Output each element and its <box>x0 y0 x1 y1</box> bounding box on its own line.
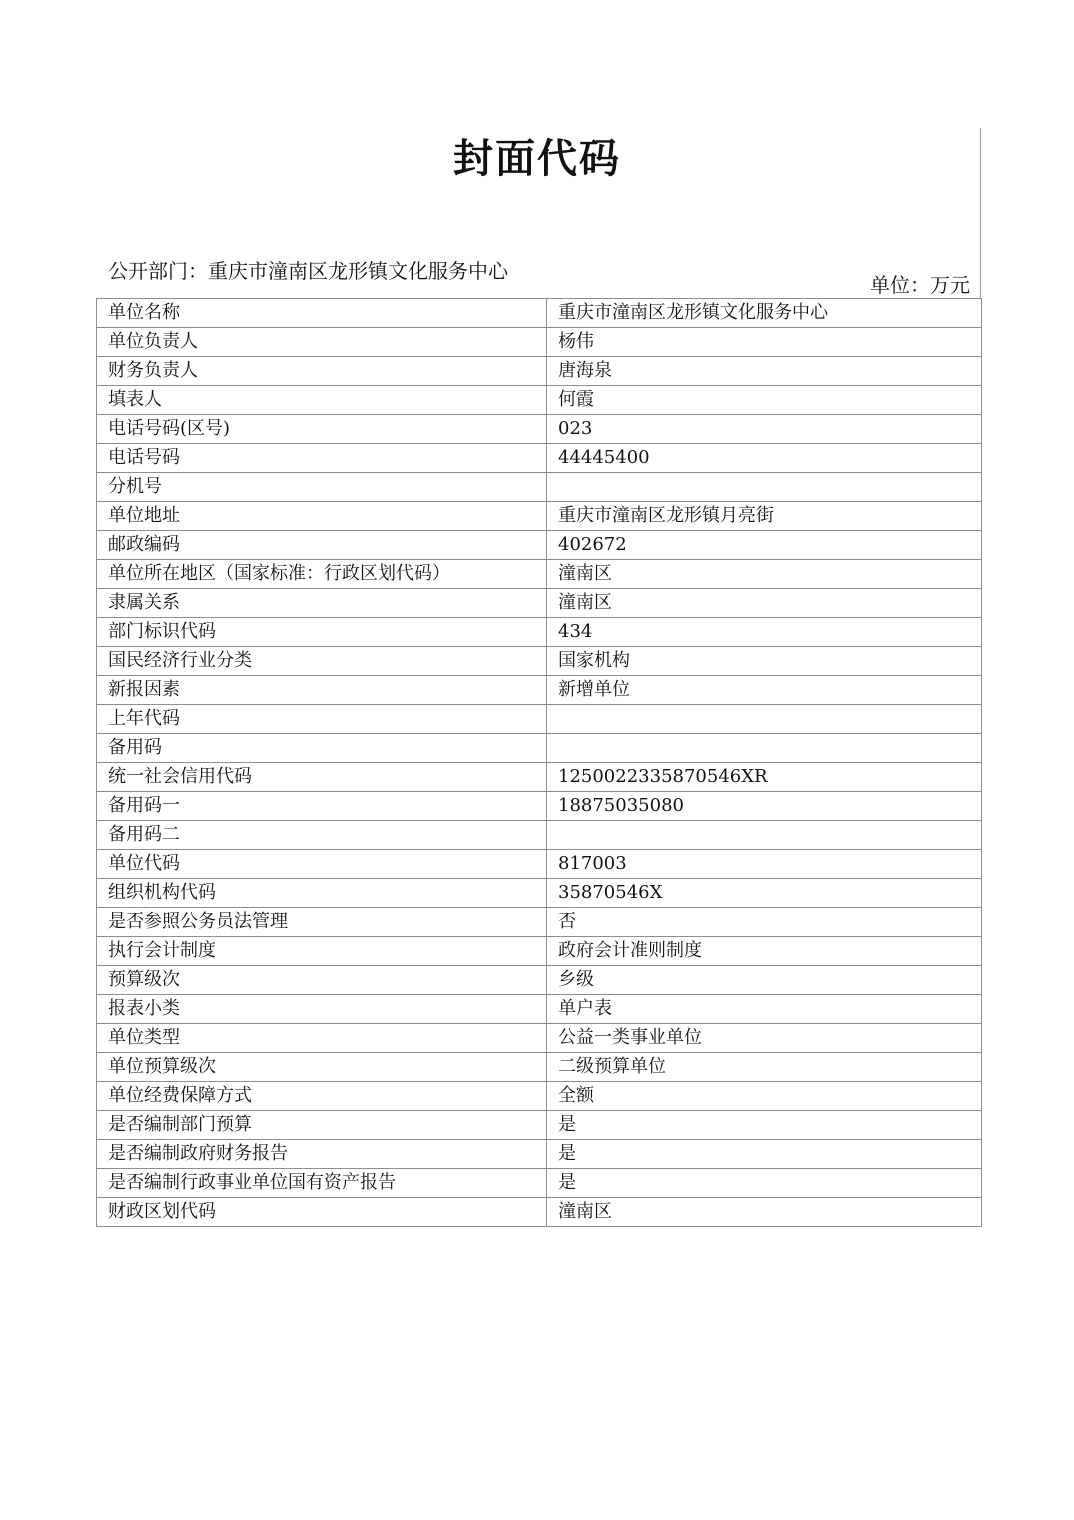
row-label: 执行会计制度 <box>97 937 547 966</box>
row-value: 国家机构 <box>547 647 982 676</box>
table-row <box>97 444 982 473</box>
table-row <box>97 1111 982 1140</box>
table-row <box>97 560 982 589</box>
row-value: 是 <box>547 1111 982 1140</box>
row-label: 分机号 <box>97 473 547 502</box>
department-line: 公开部门：重庆市潼南区龙形镇文化服务中心 <box>108 259 508 283</box>
row-label: 统一社会信用代码 <box>97 763 547 792</box>
table-row <box>97 415 982 444</box>
cover-code-table-body <box>97 299 982 1227</box>
row-value: 否 <box>547 908 982 937</box>
row-label: 上年代码 <box>97 705 547 734</box>
table-row <box>97 850 982 879</box>
table-row <box>97 502 982 531</box>
table-row <box>97 1169 982 1198</box>
row-label: 备用码一 <box>97 792 547 821</box>
table-row <box>97 1198 982 1227</box>
unit-line: 单位：万元 <box>870 273 970 297</box>
row-label: 电话号码 <box>97 444 547 473</box>
row-label: 单位地址 <box>97 502 547 531</box>
row-value: 杨伟 <box>547 328 982 357</box>
row-value: 重庆市潼南区龙形镇月亮街 <box>547 502 982 531</box>
row-label: 单位名称 <box>97 299 547 328</box>
page-title: 封面代码 <box>453 136 621 182</box>
row-value: 817003 <box>547 850 982 879</box>
row-label: 单位所在地区（国家标准：行政区划代码） <box>97 560 547 589</box>
row-label: 电话号码(区号) <box>97 415 547 444</box>
table-row <box>97 705 982 734</box>
row-label: 单位代码 <box>97 850 547 879</box>
table-row <box>97 821 982 850</box>
row-value: 全额 <box>547 1082 982 1111</box>
table-row <box>97 386 982 415</box>
table-row <box>97 908 982 937</box>
table-row <box>97 1053 982 1082</box>
row-label: 单位经费保障方式 <box>97 1082 547 1111</box>
row-value: 政府会计准则制度 <box>547 937 982 966</box>
table-row <box>97 879 982 908</box>
row-label: 是否编制行政事业单位国有资产报告 <box>97 1169 547 1198</box>
table-row <box>97 531 982 560</box>
row-label: 单位类型 <box>97 1024 547 1053</box>
table-row <box>97 357 982 386</box>
row-label: 预算级次 <box>97 966 547 995</box>
row-value: 18875035080 <box>547 792 982 821</box>
row-label: 报表小类 <box>97 995 547 1024</box>
row-value: 1250022335870546XR <box>547 763 982 792</box>
table-row <box>97 328 982 357</box>
row-label: 邮政编码 <box>97 531 547 560</box>
row-label: 单位预算级次 <box>97 1053 547 1082</box>
row-label: 填表人 <box>97 386 547 415</box>
row-value: 402672 <box>547 531 982 560</box>
table-row <box>97 647 982 676</box>
row-value <box>547 821 982 850</box>
row-label: 财务负责人 <box>97 357 547 386</box>
row-value: 44445400 <box>547 444 982 473</box>
table-row <box>97 937 982 966</box>
cover-code-table <box>96 298 982 1227</box>
row-value: 是 <box>547 1169 982 1198</box>
row-value: 重庆市潼南区龙形镇文化服务中心 <box>547 299 982 328</box>
row-value: 潼南区 <box>547 589 982 618</box>
table-row <box>97 995 982 1024</box>
row-value: 35870546X <box>547 879 982 908</box>
row-value: 是 <box>547 1140 982 1169</box>
row-label: 是否参照公务员法管理 <box>97 908 547 937</box>
row-value <box>547 734 982 763</box>
table-row <box>97 734 982 763</box>
table-row <box>97 966 982 995</box>
row-label: 备用码二 <box>97 821 547 850</box>
table-row <box>97 763 982 792</box>
row-label: 隶属关系 <box>97 589 547 618</box>
row-value: 潼南区 <box>547 560 982 589</box>
table-row <box>97 473 982 502</box>
table-row <box>97 676 982 705</box>
table-row <box>97 1082 982 1111</box>
table-row <box>97 1024 982 1053</box>
row-label: 是否编制政府财务报告 <box>97 1140 547 1169</box>
row-label: 是否编制部门预算 <box>97 1111 547 1140</box>
row-value: 潼南区 <box>547 1198 982 1227</box>
row-value: 二级预算单位 <box>547 1053 982 1082</box>
row-value: 023 <box>547 415 982 444</box>
row-value: 新增单位 <box>547 676 982 705</box>
row-value: 434 <box>547 618 982 647</box>
row-value: 何霞 <box>547 386 982 415</box>
row-value <box>547 705 982 734</box>
row-label: 组织机构代码 <box>97 879 547 908</box>
table-row <box>97 589 982 618</box>
row-label: 新报因素 <box>97 676 547 705</box>
row-value: 公益一类事业单位 <box>547 1024 982 1053</box>
row-value: 乡级 <box>547 966 982 995</box>
table-row <box>97 299 982 328</box>
table-row <box>97 792 982 821</box>
row-label: 国民经济行业分类 <box>97 647 547 676</box>
row-value: 单户表 <box>547 995 982 1024</box>
table-row <box>97 1140 982 1169</box>
row-label: 单位负责人 <box>97 328 547 357</box>
row-value <box>547 473 982 502</box>
row-label: 部门标识代码 <box>97 618 547 647</box>
row-value: 唐海泉 <box>547 357 982 386</box>
row-label: 备用码 <box>97 734 547 763</box>
row-label: 财政区划代码 <box>97 1198 547 1227</box>
table-row <box>97 618 982 647</box>
